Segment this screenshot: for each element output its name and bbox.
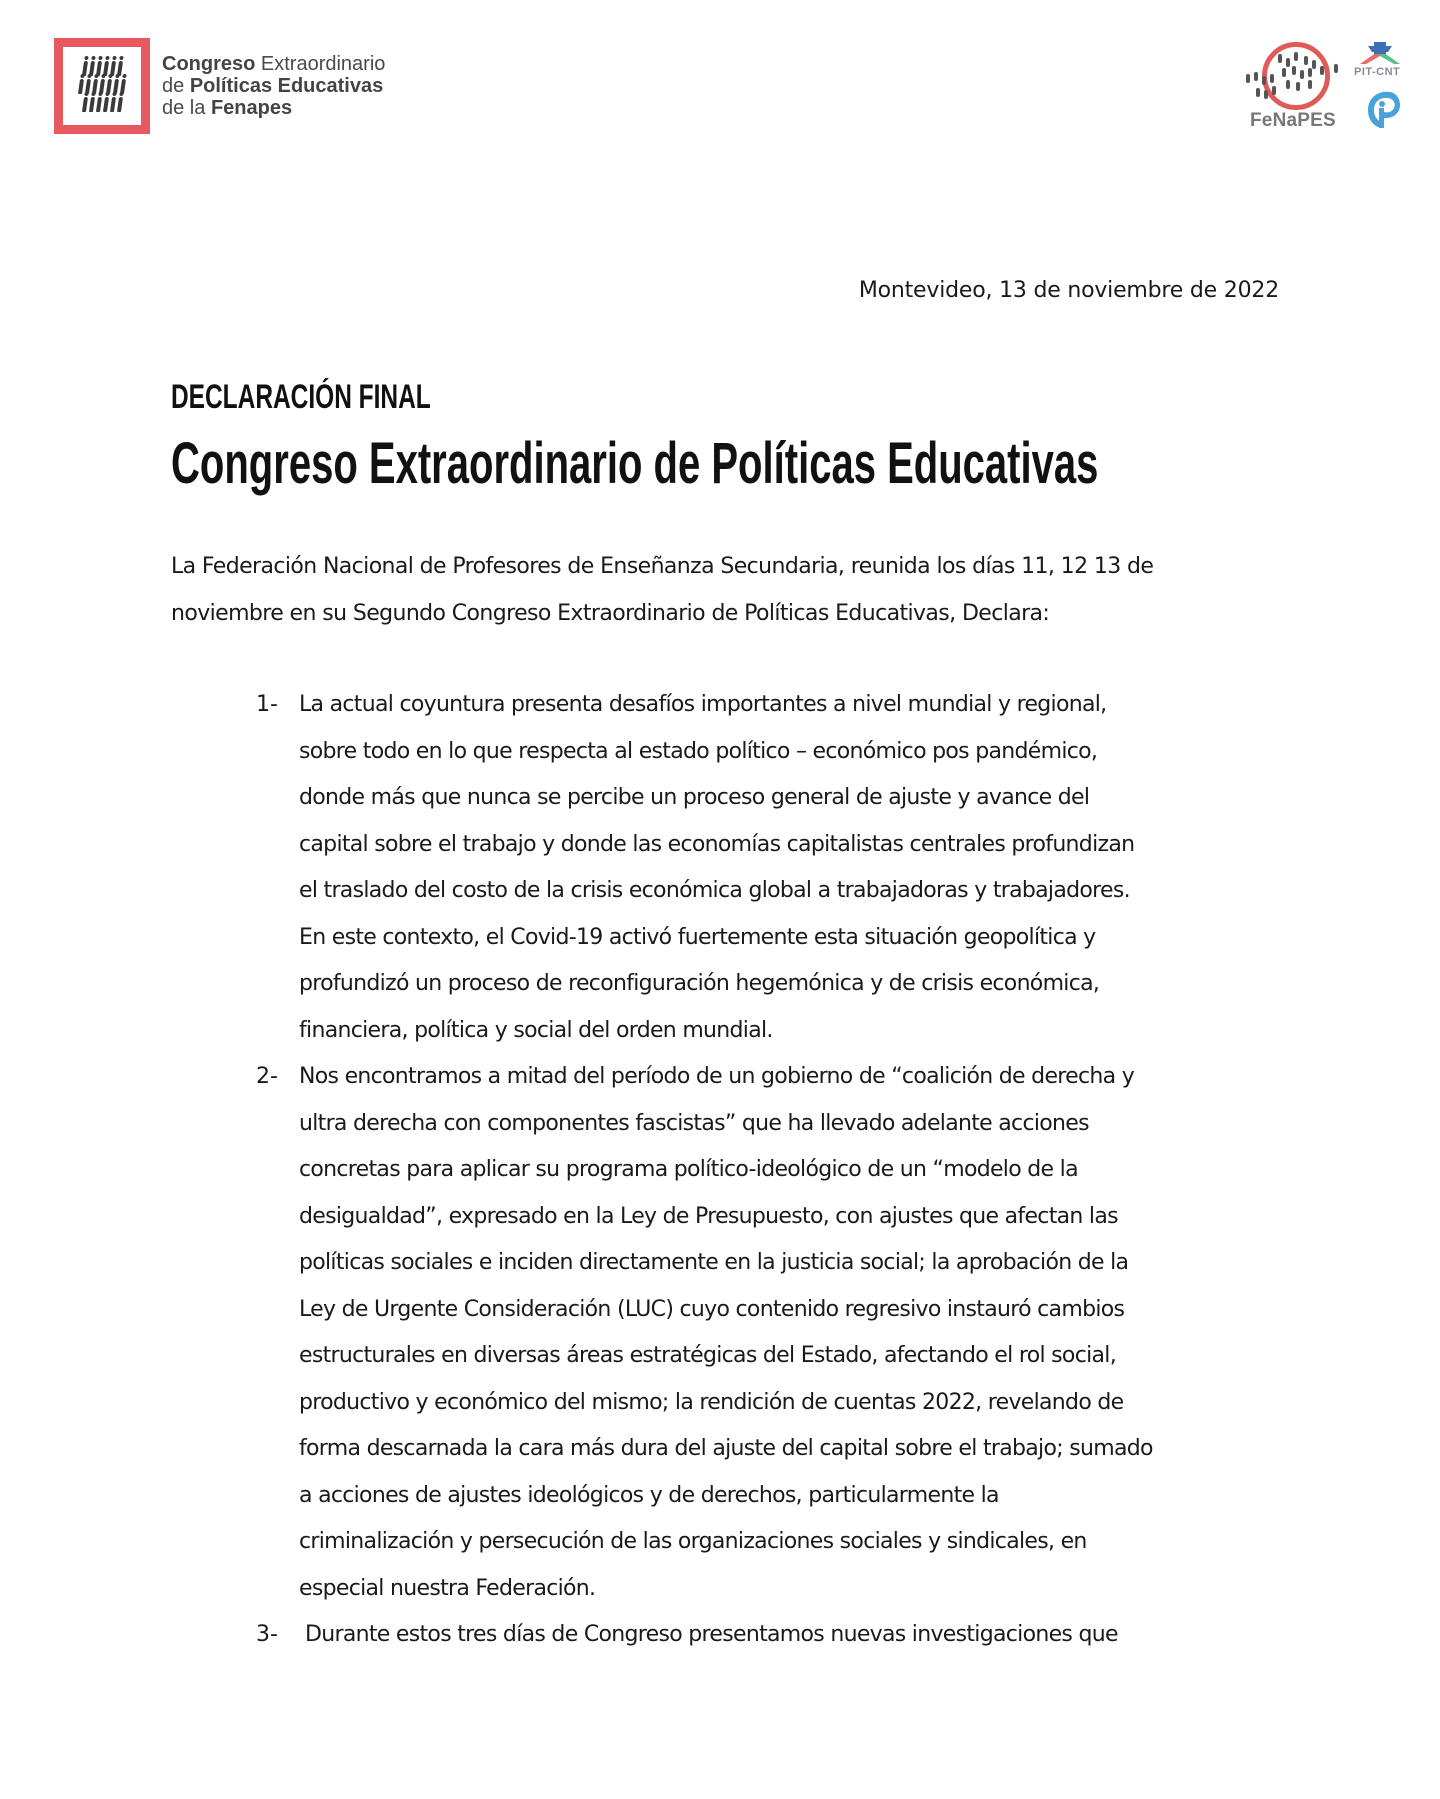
intro-line: noviembre en su Segundo Congreso Extraordinario de Políticas Educativas, Declara: <box>171 601 1050 626</box>
text-line: estructurales en diversas áreas estratégicas del Estado, afectando el rol social, <box>299 1343 1116 1368</box>
text-line: sobre todo en lo que respecta al estado político – económico pos pandémico, <box>299 738 1098 764</box>
fenapes-label: FeNaPES <box>1250 110 1336 131</box>
text-line: En este contexto, el Covid-19 activó fuertemente esta situación geopolítica y <box>299 924 1096 950</box>
text-line: políticas sociales e inciden directamente en la justicia social; la aprobación de la <box>299 1250 1129 1275</box>
list-item <box>256 1612 1306 1659</box>
ip-logo-icon <box>1360 88 1402 132</box>
document-title: Congreso Extraordinario de Políticas Educativas <box>171 431 1099 496</box>
list-item-number: 1- <box>256 692 278 717</box>
fenapes-logo <box>1236 40 1346 132</box>
declaration-list <box>256 682 1306 1659</box>
congreso-logo-mark-icon <box>54 38 150 134</box>
text-line: Durante estos tres días de Congreso presentamos nuevas investigaciones que <box>305 1622 1118 1647</box>
list-item-number: 3- <box>256 1622 278 1647</box>
text-line: criminalización y persecución de las organizaciones sociales y sindicales, en <box>299 1529 1087 1554</box>
intro-paragraph <box>171 543 1291 637</box>
list-item-text <box>299 1054 1306 1612</box>
logo-line3-pre: de la <box>162 97 211 119</box>
text-line: capital sobre el trabajo y donde las economías capitalistas centrales profundizan <box>299 831 1135 857</box>
pit-cnt-label: PIT-CNT <box>1354 66 1401 78</box>
list-item-text <box>299 682 1306 1054</box>
text-line: productivo y económico del mismo; la rendición de cuentas 2022, revelando de <box>299 1389 1124 1415</box>
logo-line3-bold: Fenapes <box>210 97 293 119</box>
text-line: donde más que nunca se percibe un proceso general de ajuste y avance del <box>299 785 1090 810</box>
intro-line: La Federación Nacional de Profesores de Enseñanza Secundaria, reunida los días 11, 12 13 de <box>171 554 1154 579</box>
text-line: forma descarnada la cara más dura del ajuste del capital sobre el trabajo; sumado <box>299 1436 1153 1461</box>
pit-cnt-roof-icon <box>1358 42 1402 66</box>
text-line: La actual coyuntura presenta desafíos importantes a nivel mundial y regional, <box>299 692 1107 717</box>
text-line: a acciones de ajustes ideológicos y de derechos, particularmente la <box>299 1482 999 1508</box>
list-item-text <box>305 1612 1306 1659</box>
text-line: profundizó un proceso de reconfiguración hegemónica y de crisis económica, <box>299 971 1100 996</box>
fenapes-crowd-icon <box>1242 62 1342 102</box>
pit-cnt-logo <box>1350 40 1410 80</box>
document-date: Montevideo, 13 de noviembre de 2022 <box>858 278 1279 303</box>
text-line: especial nuestra Federación. <box>299 1575 596 1601</box>
logo-line2-bold: Políticas Educativas <box>189 75 384 97</box>
logo-line1-rest: Extraordinario <box>255 53 386 75</box>
text-line: Nos encontramos a mitad del período de un gobierno de “coalición de derecha y <box>299 1064 1135 1089</box>
congreso-logo-text <box>162 53 385 119</box>
list-item <box>256 682 1306 1054</box>
logo-line1-bold: Congreso <box>162 53 256 75</box>
logo-line2-pre: de <box>162 75 190 97</box>
document-kicker: DECLARACIÓN FINAL <box>171 378 431 416</box>
list-item <box>256 1054 1306 1612</box>
text-line: financiera, política y social del orden mundial. <box>299 1017 773 1043</box>
congreso-logo <box>54 38 385 134</box>
text-line: el traslado del costo de la crisis económica global a trabajadoras y trabajadores. <box>299 878 1130 903</box>
text-line: Ley de Urgente Consideración (LUC) cuyo contenido regresivo instauró cambios <box>299 1296 1125 1322</box>
text-line: concretas para aplicar su programa político-ideológico de un “modelo de la <box>299 1157 1078 1182</box>
text-line: desigualdad”, expresado en la Ley de Presupuesto, con ajustes que afectan las <box>299 1203 1118 1229</box>
text-line: ultra derecha con componentes fascistas” que ha llevado adelante acciones <box>299 1110 1089 1136</box>
list-item-number: 2- <box>256 1064 278 1089</box>
